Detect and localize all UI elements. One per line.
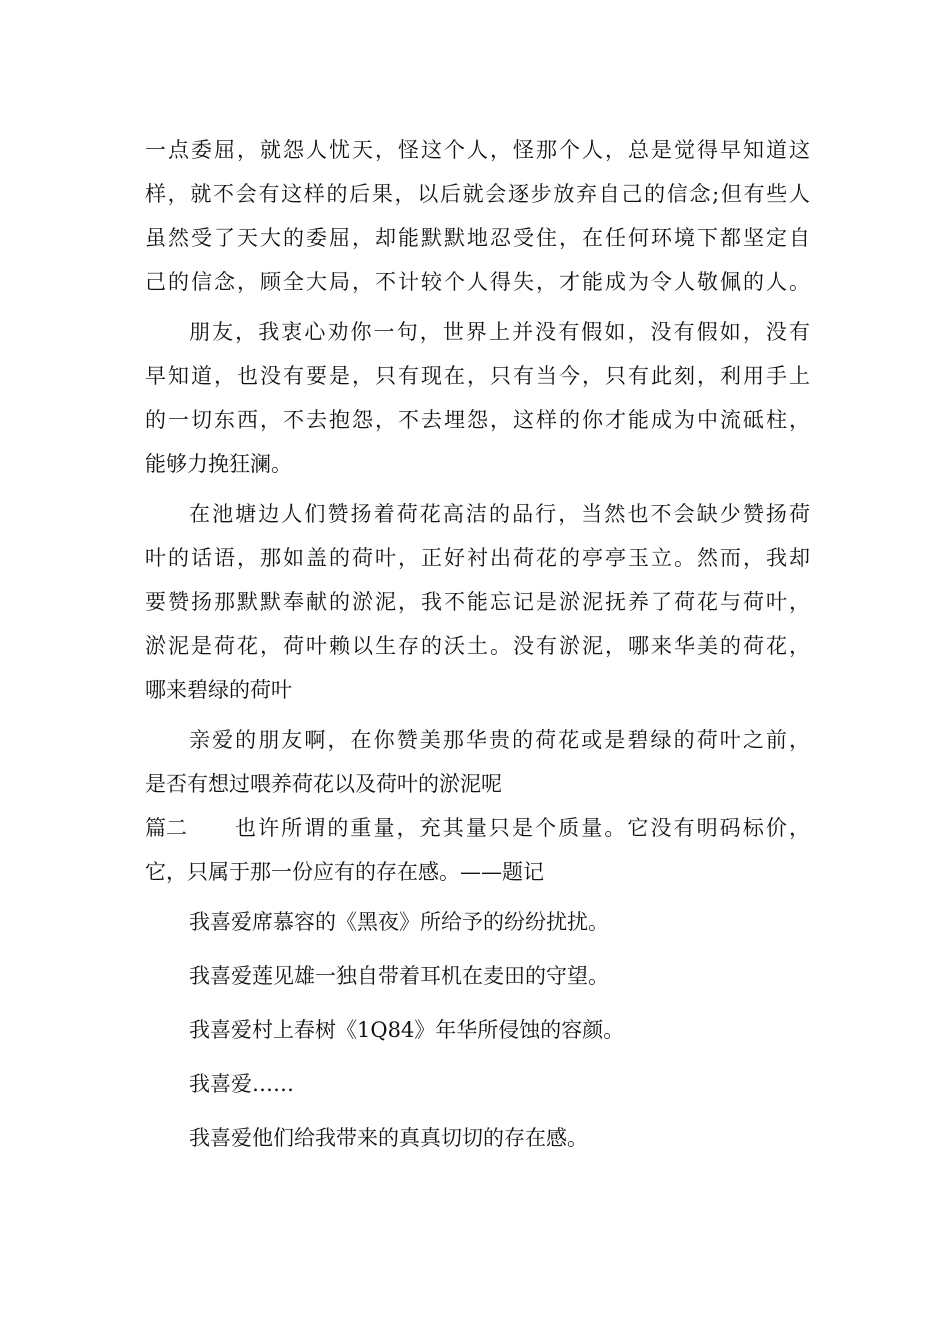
- paragraph: [145, 310, 810, 486]
- text-line: 样，就不会有这样的后果，以后就会逐步放弃自己的信念;但有些人: [145, 182, 810, 206]
- text-line: 在池塘边人们赞扬着荷花高洁的品行，当然也不会缺少赞扬荷: [189, 502, 810, 526]
- text-line: 一点委屈，就怨人忧天，怪这个人，怪那个人，总是觉得早知道这: [145, 138, 810, 162]
- text-line: 淤泥是荷花，荷叶赖以生存的沃土。没有淤泥，哪来华美的荷花，: [145, 634, 810, 658]
- text-line: 叶的话语，那如盖的荷叶，正好衬出荷花的亭亭玉立。然而，我却: [145, 546, 810, 570]
- text-line: 虽然受了天大的委屈，却能默默地忍受住，在任何环境下都坚定自: [145, 226, 810, 250]
- text-line: 我喜爱村上春树《1Q84》年华所侵蚀的容颜。: [189, 1018, 625, 1042]
- paragraph: [145, 492, 810, 712]
- section-block: [145, 806, 810, 894]
- section-heading-row: [145, 806, 810, 850]
- paragraph: [145, 718, 810, 806]
- text-line: 我喜爱席慕容的《黑夜》所给予的纷纷扰扰。: [189, 910, 609, 934]
- text-line: 的一切东西，不去抱怨，不去埋怨，这样的你才能成为中流砥柱，: [145, 408, 810, 432]
- text-line: 亲爱的朋友啊，在你赞美那华贵的荷花或是碧绿的荷叶之前，: [189, 728, 810, 752]
- paragraph: [145, 128, 810, 304]
- text-line: 早知道，也没有要是，只有现在，只有当今，只有此刻，利用手上: [145, 364, 810, 388]
- closing-lines: [145, 900, 810, 1160]
- text-line: 我喜爱……: [189, 1072, 294, 1096]
- text-line: 我喜爱莲见雄一独自带着耳机在麦田的守望。: [189, 964, 609, 988]
- text-line: 也许所谓的重量，充其量只是个质量。它没有明码标价，: [235, 816, 810, 840]
- text-line: 它，只属于那一份应有的存在感。——题记: [145, 860, 544, 884]
- document-body: [145, 128, 810, 1160]
- text-line: 我喜爱他们给我带来的真真切切的存在感。: [189, 1126, 588, 1150]
- text-line: 能够力挽狂澜。: [145, 452, 292, 476]
- text-line: 要赞扬那默默奉献的淤泥，我不能忘记是淤泥抚养了荷花与荷叶，: [145, 590, 810, 614]
- text-line: 己的信念，顾全大局，不计较个人得失，才能成为令人敬佩的人。: [145, 270, 810, 294]
- text-line: 是否有想过喂养荷花以及荷叶的淤泥呢: [145, 772, 502, 796]
- section-label: 篇二: [145, 816, 187, 840]
- text-line: 哪来碧绿的荷叶: [145, 678, 292, 702]
- text-line: 朋友，我衷心劝你一句，世界上并没有假如，没有假如，没有: [189, 320, 810, 344]
